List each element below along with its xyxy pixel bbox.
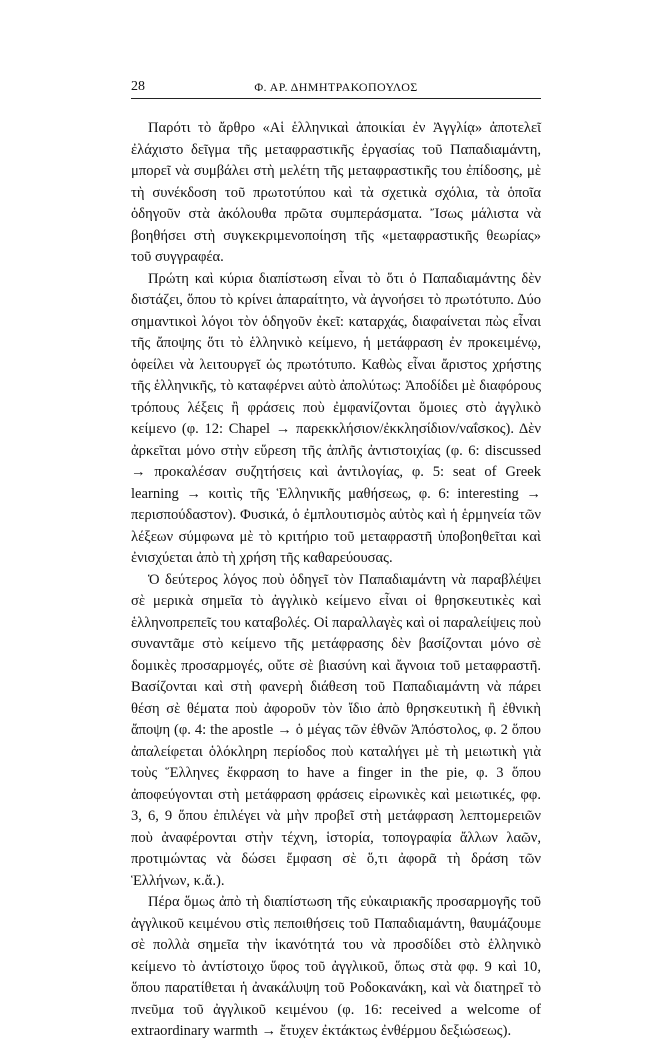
page-header: [131, 78, 541, 99]
paragraph-4: Πέρα ὅμως ἀπὸ τὴ διαπίστωση τῆς εὐκαιριακῆς προσαρμογῆς τοῦ ἀγγλικοῦ κειμένου στὶς πεποιθήσεις τοῦ Παπαδιαμάντη, θαυμάζουμε σὲ πολλὰ σημεῖα τὴν ἱκανότητά του νὰ προσδίδει στὸ ἑλληνικὸ κείμενο τὸ ἀντίστοιχο ὕφος τοῦ ἀγγλικοῦ, ὅπως στὰ φφ. 9 καὶ 10, ὅπου παρατίθεται ἡ ἀνακάλυψη τοῦ Ροδοκανάκη, καὶ νὰ διατηρεῖ τὸ πνεῦμα τοῦ ἀγγλικοῦ κειμένου (φ. 16: received a welcome of extraordinary warmth → ἔτυχεν ἐκτάκτως ἐνθέρμου δεξιώσεως).: [131, 894, 541, 1039]
paragraph-3: Ὁ δεύτερος λόγος ποὺ ὁδηγεῖ τὸν Παπαδιαμάντη νὰ παραβλέψει σὲ μερικὰ σημεῖα τὸ ἀγγλικὸ κείμενο εἶναι οἱ θρησκευτικὲς καὶ ἑλληνοπρεπεῖς του καταβολές. Οἱ παραλλαγὲς καὶ οἱ παραλείψεις ποὺ συναντᾶμε στὸ κείμενο τῆς μετάφρασης δὲν βασίζονται μόνο σὲ δομικὲς προσαρμογές, οὔτε σὲ βιασύνη καὶ ἄγνοια τοῦ μεταφραστῆ. Βασίζονται καὶ στὴ φανερὴ διάθεση τοῦ Παπαδιαμάντη νὰ πάρει θέση σὲ θέματα ποὺ ἀφοροῦν τὸν ἴδιο ἀπὸ θρησκευτικὴ ἢ ἐθνικὴ ἄποψη (φ. 4: the apostle → ὁ μέγας τῶν ἐθνῶν Ἀπόστολος, φ. 2 ὅπου ἀπαλείφεται ὁλόκληρη περίοδος ποὺ καταλήγει μὲ τὴ μειωτικὴ γιὰ τοὺς Ἕλληνες ἔκφραση to have a finger in the pie, φ. 3 ὅπου ἀποφεύγονται στὴ μετάφραση φράσεις εἰρωνικὲς καὶ μειωτικές, φφ. 3, 6, 9 ὅπου ἐπιλέγει νὰ μὴν προβεῖ στὴ μετάφραση λεπτομερειῶν ποὺ ἀναφέρονται στὴν τέχνη, ἱστορία, τοπογραφία ἄλλων λαῶν, προτιμώντας νὰ δώσει ἔμφαση σὲ ὅ,τι ἀφορᾶ τὴ δράση τῶν Ἑλλήνων, κ.ἄ.).: [131, 571, 541, 889]
page-number: 28: [131, 79, 145, 94]
running-head: Φ. ΑΡ. ΔΗΜΗΤΡΑΚΟΠΟΥΛΟΣ: [254, 80, 418, 94]
body-text: [131, 118, 541, 1043]
paragraph-2: Πρώτη καὶ κύρια διαπίστωση εἶναι τὸ ὅτι ὁ Παπαδιαμάντης δὲν διστάζει, ὅπου τὸ κρίνει ἀπαραίτητο, νὰ ἀγνοήσει τὸ πρωτότυπο. Δύο σημαντικοὶ λόγοι τὸν ὁδηγοῦν ἐκεῖ: καταρχάς, διαφαίνεται πὼς εἶναι τῆς ἄποψης ὅτι τὸ ἑλληνικὸ κείμενο, ἡ μετάφραση ἐν προκειμένῳ, ὀφείλει νὰ λειτουργεῖ ὡς πρωτότυπο. Καθὼς εἶναι ἄριστος χρήστης τῆς ἑλληνικῆς, τὸ καταφέρνει αὐτὸ ἀπολύτως: Ἀποδίδει μὲ διαφόρους τρόπους λέξεις ἢ φράσεις ποὺ ἐμφανίζονται ὅμοιες στὸ ἀγγλικὸ κείμενο (φ. 12: Chapel → παρεκκλήσιον/ἐκκλησίδιον/ναΐσκος). Δὲν ἀρκεῖται μόνο στὴν εὕρεση τῆς ἁπλῆς ἀντιστοιχίας (φ. 6: discussed → προκαλέσαν συζητήσεις καὶ ἀντιλογίας, φ. 5: seat of Greek learning → κοιτὶς τῆς Ἑλληνικῆς μαθήσεως, φ. 6: interesting → περισπούδαστον). Φυσικά, ὁ ἐμπλουτισμὸς αὐτὸς καὶ ἡ ἑρμηνεία τῶν λέξεων σύμφωνα μὲ τὸ κριτήριο τοῦ μεταφραστῆ ὑποβοηθεῖται καὶ ἐνισχύεται ἀπὸ τὴ χρήση τῆς καθαρεύουσας.: [131, 270, 541, 566]
paragraph-1: Παρότι τὸ ἄρθρο «Αἱ ἑλληνικαὶ ἀποικίαι ἐν Ἀγγλίᾳ» ἀποτελεῖ ἐλάχιστο δεῖγμα τῆς μεταφραστικῆς ἐργασίας τοῦ Παπαδιαμάντη, μπορεῖ νὰ συμβάλει στὴ μελέτη τῆς μεταφραστικῆς του ἐπίδοσης, μὲ τὴ συνέκδοση τοῦ πρωτοτύπου καὶ τὰ σχετικὰ σχόλια, τὰ ὁποῖα ὁδηγοῦν στὰ ἀκόλουθα πρῶτα συμπεράσματα. Ἴσως μάλιστα νὰ βοηθήσει στὴ συγκεκριμενοποίηση τῆς «μεταφραστικῆς θεωρίας» τοῦ συγγραφέα.: [131, 120, 541, 265]
